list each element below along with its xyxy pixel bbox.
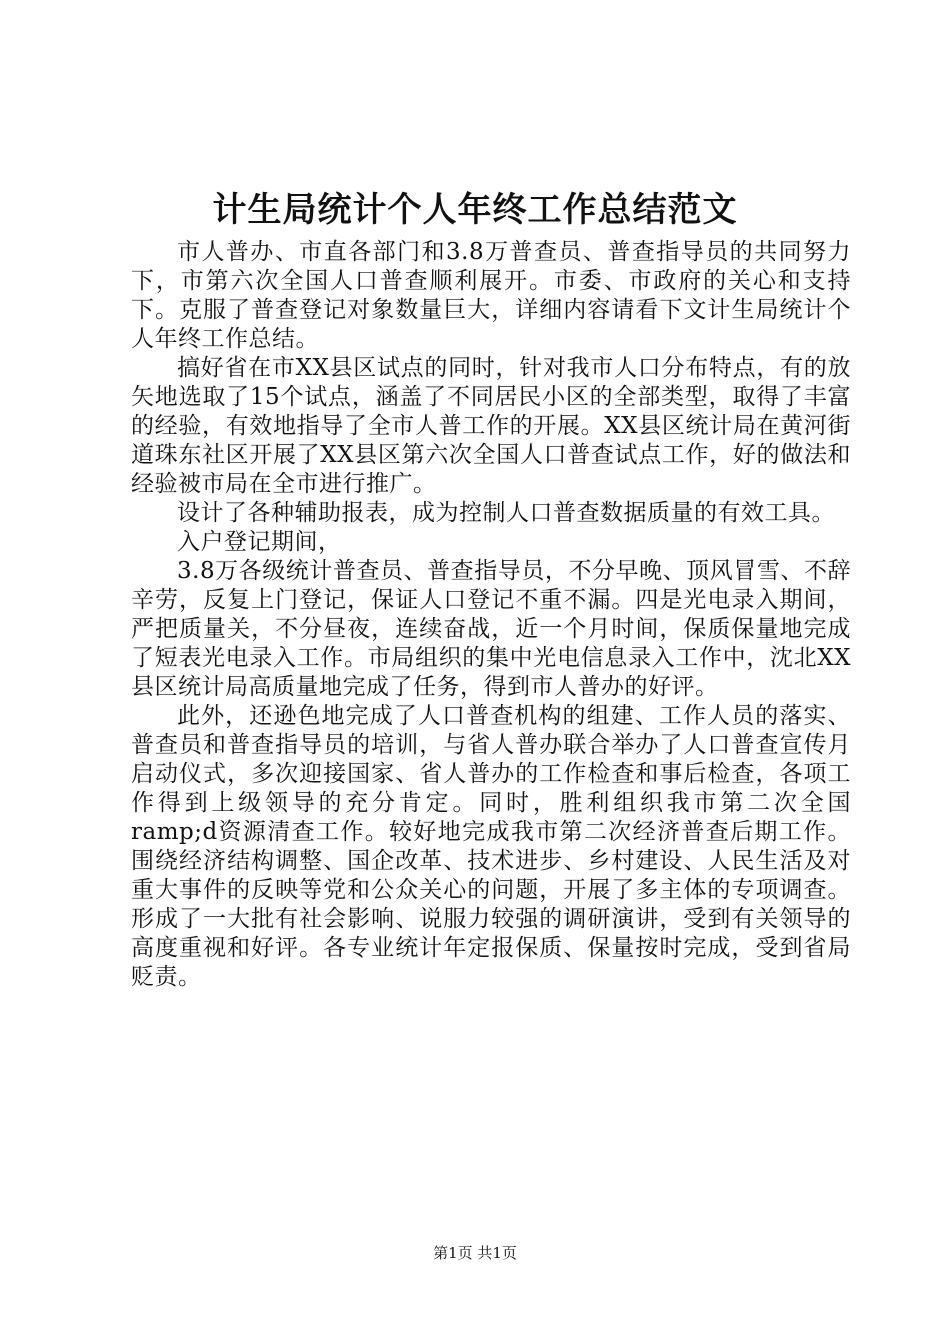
- paragraph: 搞好省在市XX县区试点的同时，针对我市人口分布特点，有的放矢地选取了15个试点，涵盖了不同居民小区的全部类型，取得了丰富的经验，有效地指导了全市人普工作的开展。XX县区统计局在黄河街道珠东社区开展了XX县区第六次全国人口普查试点工作，好的做法和经验被市局在全市进行推广。: [131, 355, 851, 497]
- paragraph: 3.8万各级统计普查员、普查指导员，不分早晚、顶风冒雪、不辞辛劳，反复上门登记，保证人口登记不重不漏。四是光电录入期间，严把质量关，不分昼夜，连续奋战，近一个月时间，保质保量地完成了短表光电录入工作。市局组织的集中光电信息录入工作中，沈北XX县区统计局高质量地完成了任务，得到市人普办的好评。: [131, 558, 851, 700]
- paragraph: 入户登记期间，: [177, 529, 342, 555]
- document-body: [131, 238, 851, 992]
- paragraph: 市人普办、市直各部门和3.8万普查员、普查指导员的共同努力下，市第六次全国人口普查顺利展开。市委、市政府的关心和支持下。克服了普查登记对象数量巨大，详细内容请看下文计生局统计个人年终工作总结。: [131, 239, 851, 352]
- paragraph: 此外，还逊色地完成了人口普查机构的组建、工作人员的落实、普查员和普查指导员的培训，与省人普办联合举办了人口普查宣传月启动仪式，多次迎接国家、省人普办的工作检查和事后检查，各项工作得到上级领导的充分肯定。同时，胜利组织我市第二次全国ramp;d资源清查工作。较好地完成我市第二次经济普查后期工作。围绕经济结构调整、国企改革、技术进步、乡村建设、人民生活及对重大事件的反映等党和公众关心的问题，开展了多主体的专项调查。形成了一大批有社会影响、说服力较强的调研演讲，受到有关领导的高度重视和好评。各专业统计年定报保质、保量按时完成，受到省局贬责。: [131, 703, 851, 990]
- document-title: 计生局统计个人年终工作总结范文: [212, 190, 738, 230]
- page-footer: 第1页 共1页: [433, 1244, 517, 1262]
- paragraph: 设计了各种辅助报表，成为控制人口普查数据质量的有效工具。: [177, 500, 835, 526]
